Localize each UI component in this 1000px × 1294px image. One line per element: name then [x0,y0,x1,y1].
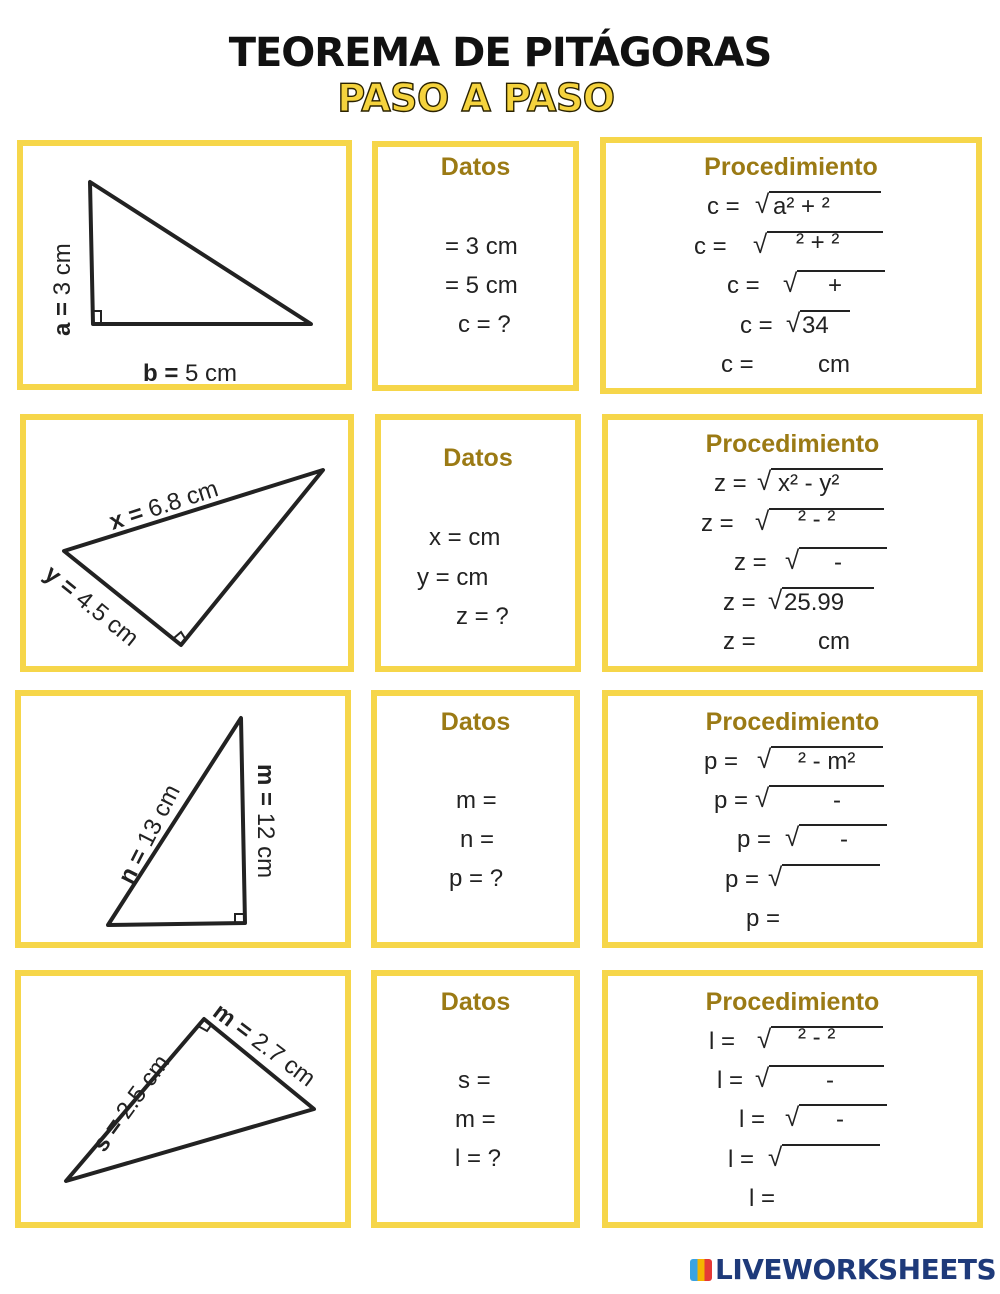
sqrt-icon: √ [757,1024,772,1054]
procedimiento-card-1 [600,137,982,394]
step-lhs: c = [707,193,740,220]
side-b-label: b = 5 cm [143,360,238,387]
datos-line: = 5 cm [445,272,518,299]
step-rhs: - [833,787,841,814]
step-rhs: - [840,826,848,853]
triangle-3-figure [21,696,357,954]
procedimiento-heading: Procedimiento [704,153,878,181]
step-rhs: + [828,272,843,299]
step-rhs: 34 [802,312,829,339]
step-rhs: ² - m² [798,748,856,775]
datos-line: c = ? [458,311,511,338]
datos-line: z = ? [456,603,509,630]
side-y-label: y = 4.5 cm [39,560,144,652]
sqrt-icon: √ [755,189,770,219]
step-rhs: x² - y² [778,470,840,497]
step-rhs: - [834,549,842,576]
step-lhs: z = [723,628,756,655]
sqrt-icon: √ [768,1142,783,1172]
datos-card-4 [371,970,580,1228]
datos-line: y = cm [417,564,489,591]
datos-heading: Datos [443,444,513,472]
datos-line: = 3 cm [445,233,518,260]
step-rhs: ² + ² [796,229,840,256]
datos-line: l = ? [455,1145,502,1172]
sqrt-icon: √ [755,506,770,536]
sqrt-icon: √ [768,862,783,892]
triangle-2-figure [26,420,360,678]
liveworksheets-logo: LIVEWORKSHEETS [690,1253,996,1286]
triangle-4-figure [21,976,357,1234]
sqrt-icon: √ [785,822,800,852]
sqrt-icon: √ [786,308,801,338]
side-n-label: n = 13 cm [113,780,186,889]
datos-line: s = [458,1067,491,1094]
step-lhs: c = [694,233,727,260]
triangle-card-3 [15,690,351,948]
step-rhs: ² - ² [798,506,836,533]
procedimiento-card-4 [602,970,983,1228]
triangle-card-2 [20,414,354,672]
sqrt-icon: √ [785,1102,800,1132]
step-rhs: - [836,1106,844,1133]
step-rhs: ² - ² [798,1024,836,1051]
step-lhs: z = [701,510,734,537]
side-a-label: a = 3 cm [49,243,76,336]
triangle-card-4 [15,970,351,1228]
datos-card-1 [372,141,579,391]
step-lhs: l = [739,1106,766,1133]
sqrt-icon: √ [783,268,798,298]
step-unit: cm [818,628,850,655]
step-lhs: l = [728,1146,755,1173]
liveworksheets-icon [690,1259,712,1281]
side-m-label: m = 12 cm [252,764,279,879]
page-title: TEOREMA DE PITÁGORAS [228,30,772,76]
datos-line: x = cm [429,524,501,551]
step-lhs: z = [734,549,767,576]
step-lhs: p = [737,826,772,853]
step-lhs: z = [723,589,756,616]
step-lhs: l = [749,1185,776,1212]
step-lhs: p = [746,905,781,932]
procedimiento-heading: Procedimiento [705,430,880,458]
step-lhs: c = [740,312,773,339]
step-lhs: p = [704,748,739,775]
datos-card-3 [371,690,580,948]
step-unit: cm [818,351,850,378]
sqrt-icon: √ [757,744,772,774]
step-rhs: - [826,1067,834,1094]
sqrt-icon: √ [755,1063,770,1093]
step-lhs: z = [714,470,747,497]
page-subtitle: PASO A PASO [337,76,615,120]
sqrt-icon: √ [768,585,783,615]
procedimiento-heading: Procedimiento [705,708,880,736]
procedimiento-heading: Procedimiento [705,988,880,1016]
sqrt-icon: √ [753,229,768,259]
step-lhs: p = [714,787,749,814]
side-m-label: m = 2.7 cm [207,998,321,1093]
procedimiento-card-2 [602,414,983,672]
procedimiento-card-3 [602,690,983,948]
step-lhs: c = [721,351,754,378]
step-lhs: c = [727,272,760,299]
step-rhs: a² + ² [773,193,830,220]
datos-line: m = [456,787,497,814]
step-lhs: l = [709,1028,736,1055]
side-s-label: s = 2.5 cm [87,1049,176,1157]
datos-heading: Datos [440,988,511,1016]
step-lhs: l = [717,1067,744,1094]
triangle-card-1 [17,140,352,390]
sqrt-icon: √ [757,466,772,496]
datos-card-2 [375,414,581,672]
sqrt-icon: √ [755,783,770,813]
sqrt-icon: √ [785,545,800,575]
datos-heading: Datos [440,708,511,736]
datos-line: n = [460,826,495,853]
datos-line: p = ? [449,865,504,892]
datos-heading: Datos [440,153,511,181]
step-lhs: p = [725,866,760,893]
side-x-label: x = 6.8 cm [106,475,222,536]
step-rhs: 25.99 [784,589,845,616]
datos-line: m = [455,1106,496,1133]
